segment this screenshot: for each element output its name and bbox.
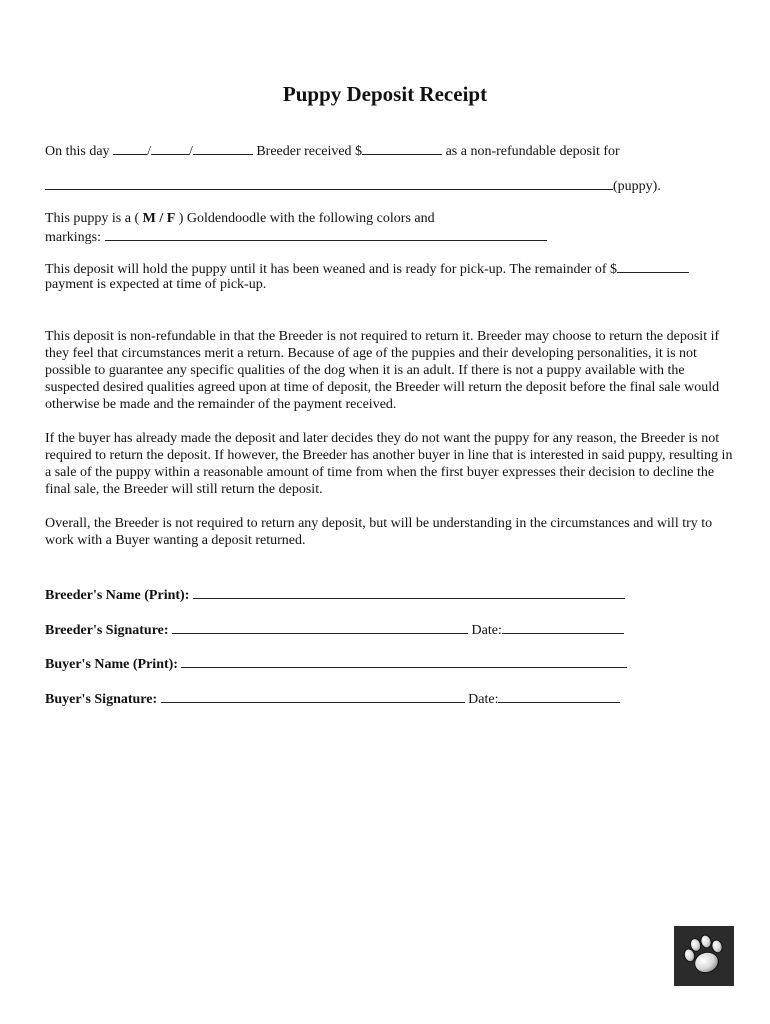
- buyer-date-label: Date:: [468, 692, 499, 707]
- goldendoodle-text: ) Goldendoodle with the following colors and: [178, 211, 435, 226]
- breeder-date-label: Date:: [471, 623, 502, 638]
- buyer-date-field[interactable]: [498, 689, 620, 703]
- buyer-name-label: Buyer's Name (Print):: [45, 657, 178, 672]
- overall-paragraph: Overall, the Breeder is not required to return any deposit, but will be understanding in the circumstances and will try to work with a Buyer wanting a deposit returned.: [45, 516, 713, 548]
- buyer-signature-field[interactable]: [161, 689, 465, 703]
- on-this-day-label: On this day: [45, 144, 110, 159]
- breeder-date-field[interactable]: [502, 620, 624, 634]
- puppy-description-line: [45, 210, 435, 227]
- breeder-received-label: Breeder received $: [256, 144, 363, 159]
- markings-label: markings:: [45, 230, 101, 245]
- payment-line: [45, 276, 266, 293]
- puppy-is-a-text: This puppy is a (: [45, 211, 140, 226]
- breeder-name-row: [45, 585, 625, 604]
- sex-choice: M / F: [142, 211, 176, 226]
- puppy-name-line: [45, 176, 661, 195]
- markings-line: [45, 227, 547, 246]
- non-refundable-paragraph: This deposit is non-refundable in that the Breeder is not required to return it. Breeder may choose to return the deposit if they feel that circumstances merit a return. Because of age of the puppies and their developing personalities, it is not possible to guarantee any specific qualities of the dog when it is an adult. If there is not a puppy available with the suspected desired qualities agreed upon at time of deposit, the Breeder will return the deposit before the final sale would otherwise be made and the remainder of the payment received.: [45, 329, 720, 412]
- paw-print-icon: [674, 926, 734, 986]
- buyer-name-row: [45, 654, 627, 673]
- deposit-amount-blank[interactable]: [362, 141, 442, 155]
- buyer-signature-label: Buyer's Signature:: [45, 692, 158, 707]
- buyer-signature-row: [45, 689, 620, 708]
- deposit-for-label: as a non-refundable deposit for: [445, 144, 620, 159]
- month-blank[interactable]: [151, 141, 189, 155]
- paw-print-graphic: [674, 926, 734, 986]
- date-slash: /: [147, 144, 151, 159]
- buyer-cancellation-paragraph: If the buyer has already made the deposit and later decides they do not want the puppy for any reason, the Breeder is not required to return the deposit. If however, the Breeder has another buyer in line that is interested in said puppy, resulting in a sale of the puppy within a reasonable amount of time from when the first buyer expresses their decision to decline the final sale, the Breeder will still return the deposit.: [45, 431, 733, 497]
- puppy-name-blank[interactable]: [45, 176, 613, 190]
- buyer-name-field[interactable]: [181, 654, 627, 668]
- document-title: Puppy Deposit Receipt: [282, 82, 488, 106]
- year-blank[interactable]: [193, 141, 253, 155]
- remainder-amount-blank[interactable]: [617, 259, 689, 273]
- remainder-text: This deposit will hold the puppy until it has been weaned and is ready for pick-up. The remainder of $: [45, 262, 618, 277]
- breeder-name-field[interactable]: [193, 585, 625, 599]
- breeder-signature-label: Breeder's Signature:: [45, 623, 169, 638]
- breeder-signature-row: [45, 620, 624, 639]
- breeder-name-label: Breeder's Name (Print):: [45, 588, 190, 603]
- date-amount-line: [45, 141, 620, 160]
- payment-text: payment is expected at time of pick-up.: [45, 277, 267, 292]
- date-slash: /: [188, 144, 193, 159]
- day-blank[interactable]: [113, 141, 147, 155]
- puppy-label: (puppy).: [613, 179, 661, 194]
- markings-blank[interactable]: [105, 227, 547, 241]
- breeder-signature-field[interactable]: [172, 620, 468, 634]
